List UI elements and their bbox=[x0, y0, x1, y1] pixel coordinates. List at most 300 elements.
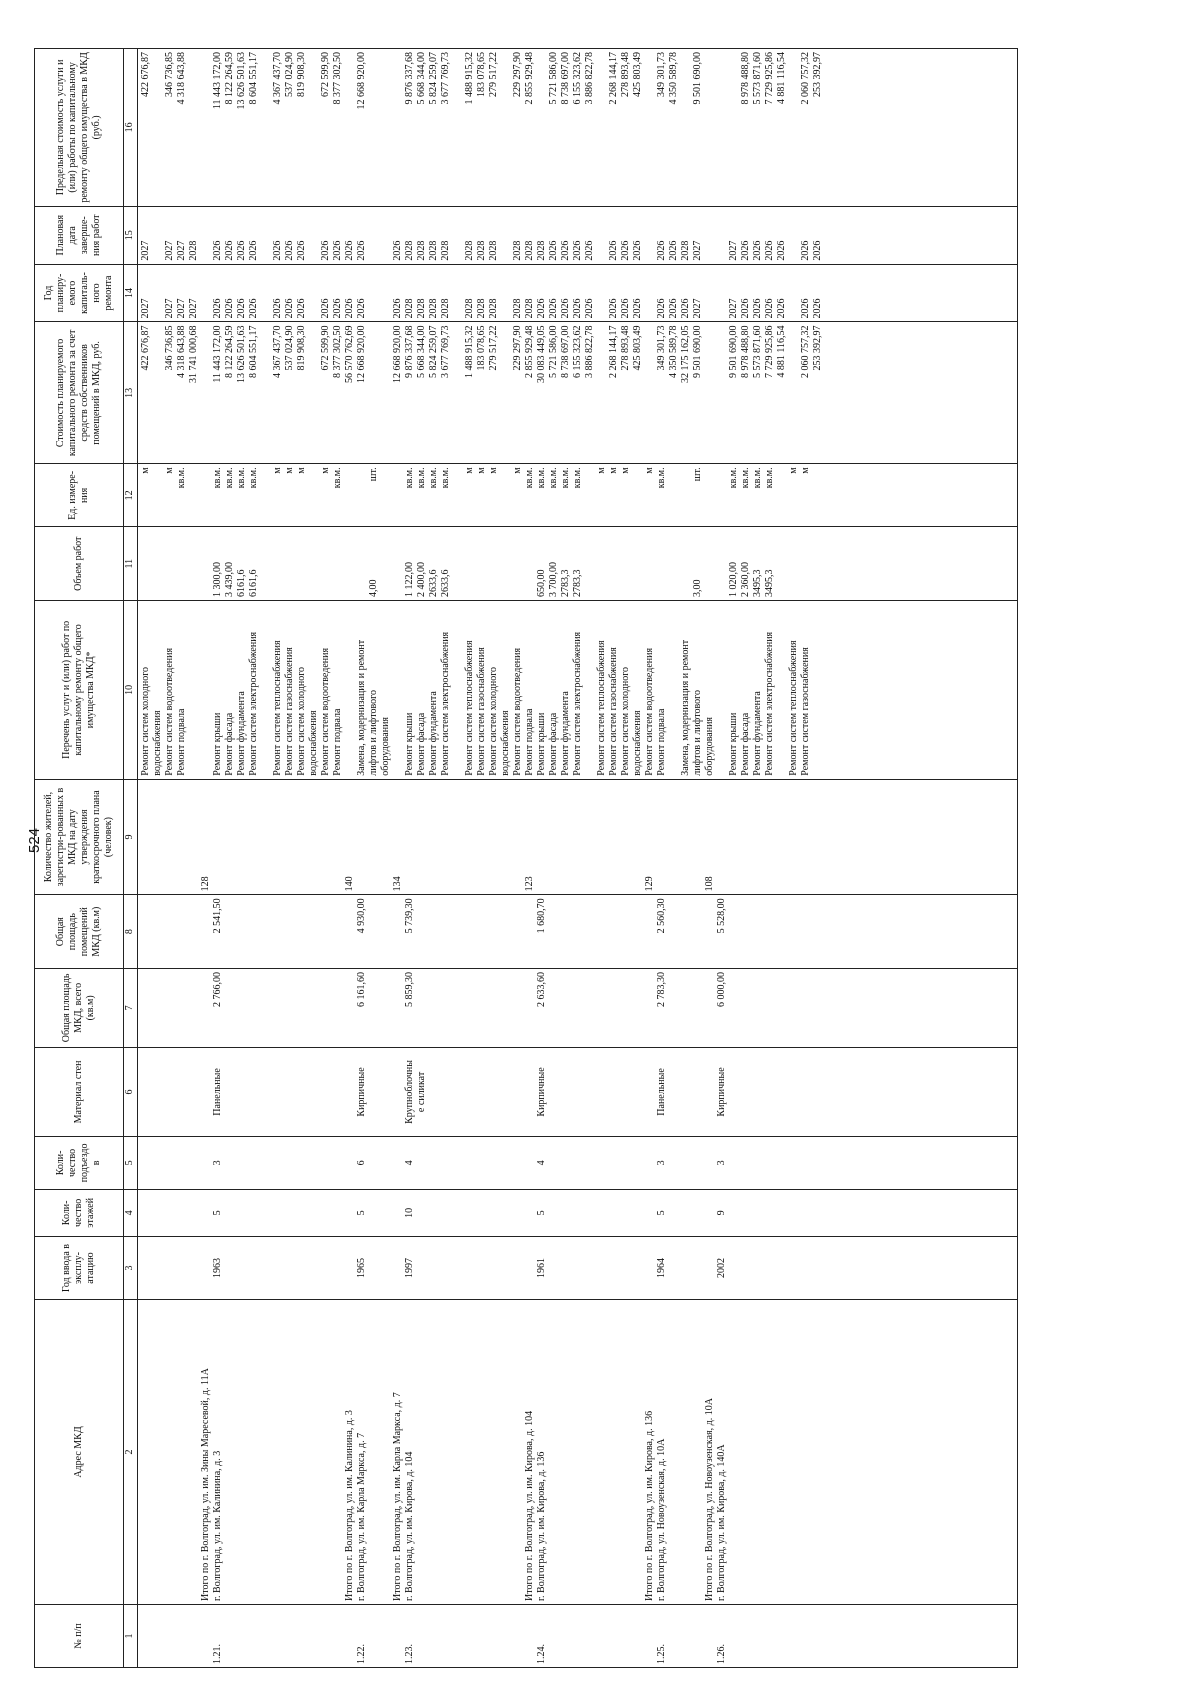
table-cell-line bbox=[260, 325, 272, 460]
table-cell-line bbox=[272, 972, 284, 1044]
repair-year-column bbox=[138, 264, 1018, 322]
table-cell-line bbox=[224, 783, 236, 892]
table-cell-line: м bbox=[788, 467, 799, 474]
table-cell-line bbox=[152, 268, 164, 319]
table-cell-line bbox=[272, 1608, 284, 1664]
table-cell-line bbox=[428, 1193, 440, 1233]
table-cell-line bbox=[332, 530, 344, 597]
table-cell-line bbox=[176, 1193, 188, 1233]
table-cell-line: 2028 bbox=[512, 298, 523, 319]
table-cell-line: м bbox=[596, 467, 607, 474]
table-cell-line bbox=[200, 210, 212, 261]
table-cell-line bbox=[764, 1193, 776, 1233]
table-cell-line: кв.м. bbox=[332, 467, 343, 489]
table-cell-line bbox=[500, 898, 512, 965]
table-cell-line bbox=[248, 1193, 260, 1233]
table-cell-line bbox=[236, 898, 248, 965]
table-cell-line: Ремонт фундамента bbox=[752, 691, 763, 776]
table-cell-line bbox=[452, 268, 464, 319]
table-cell-line: 819 908,30 bbox=[296, 325, 307, 371]
table-cell-line bbox=[788, 325, 800, 460]
table-cell-line bbox=[176, 1140, 188, 1186]
table-cell-line: 108 bbox=[704, 876, 715, 892]
table-cell-line: водоснабжения bbox=[632, 710, 643, 776]
table-cell-line: 2026 bbox=[344, 240, 355, 261]
table-cell-line bbox=[764, 1140, 776, 1186]
table-cell-line: Итого по г. Волгоград, ул. им. Карла Маркса, д. 7 bbox=[392, 1392, 403, 1601]
table-cell-line: 672 599,90 bbox=[320, 325, 331, 371]
table-cell-line: 2026 bbox=[764, 240, 775, 261]
table-cell-line: Ремонт крыши bbox=[728, 712, 739, 776]
table-cell-line bbox=[596, 783, 608, 892]
table-cell-line bbox=[164, 1140, 176, 1186]
table-cell-line bbox=[164, 1608, 176, 1664]
table-cell-line bbox=[764, 1608, 776, 1664]
table-cell-line bbox=[572, 1608, 584, 1664]
table-cell-line bbox=[752, 1051, 764, 1133]
table-cell-line: 8 978 488,80 bbox=[740, 325, 751, 378]
table-cell-line bbox=[284, 1140, 296, 1186]
table-cell-line: кв.м. bbox=[176, 467, 187, 489]
table-cell-line bbox=[380, 1193, 392, 1233]
table-cell-line bbox=[368, 1240, 380, 1296]
table-cell-line: 3 bbox=[656, 1160, 667, 1166]
table-cell-line bbox=[560, 1240, 572, 1296]
table-cell-line bbox=[692, 1608, 704, 1664]
table-cell-line: 2028 bbox=[428, 298, 439, 319]
table-cell-line bbox=[164, 972, 176, 1044]
table-cell-line bbox=[788, 268, 800, 319]
table-cell-line bbox=[368, 1140, 380, 1186]
table-cell-line bbox=[272, 530, 284, 597]
table-cell-line: 537 024,90 bbox=[284, 325, 295, 371]
table-cell-line bbox=[632, 898, 644, 965]
table-cell-line bbox=[164, 1193, 176, 1233]
table-cell-line bbox=[332, 972, 344, 1044]
table-cell-line: 6 000,00 bbox=[716, 971, 727, 1007]
table-cell-line: 3 700,00 bbox=[548, 562, 559, 597]
table-cell-line: кв.м. bbox=[536, 467, 547, 489]
table-cell-line bbox=[356, 783, 368, 892]
table-cell-line: 2026 bbox=[284, 298, 295, 319]
table-cell-line: 425 803,49 bbox=[632, 325, 643, 371]
table-cell-line bbox=[176, 783, 188, 892]
table-cell-line bbox=[236, 1240, 248, 1296]
table-cell-line bbox=[224, 1608, 236, 1664]
table-cell-line: 2028 bbox=[440, 298, 451, 319]
table-cell-line bbox=[200, 530, 212, 597]
table-cell-line bbox=[500, 467, 512, 523]
table-cell-line bbox=[476, 1303, 488, 1601]
table-cell-line bbox=[392, 1193, 404, 1233]
table-cell-line bbox=[644, 972, 656, 1044]
table-cell-line bbox=[308, 1051, 320, 1133]
header-repair-year: Год планиру-емого капиталь-ного ремонта bbox=[35, 264, 124, 322]
table-cell-line bbox=[500, 530, 512, 597]
table-cell-line: 2028 bbox=[428, 240, 439, 261]
table-cell-line bbox=[248, 1240, 260, 1296]
document-table-sheet bbox=[34, 48, 1044, 1668]
table-cell-line: 2026 bbox=[548, 298, 559, 319]
table-cell-line bbox=[608, 898, 620, 965]
table-cell-line bbox=[392, 604, 404, 776]
table-cell-line: м bbox=[296, 467, 307, 474]
table-cell-line bbox=[368, 52, 380, 203]
table-cell-line bbox=[680, 1193, 692, 1233]
header-wall-material: Материал стен bbox=[35, 1047, 124, 1136]
table-cell-line bbox=[416, 1608, 428, 1664]
table-cell-line bbox=[380, 1608, 392, 1664]
table-cell-line bbox=[584, 1140, 596, 1186]
table-cell-line: 31 741 000,68 bbox=[188, 325, 199, 383]
table-cell-line: лифтов и лифтового bbox=[692, 690, 703, 776]
table-cell-line bbox=[584, 604, 596, 776]
table-cell-line: 425 803,49 bbox=[632, 52, 643, 97]
table-cell-line: 3 886 822,78 bbox=[584, 325, 595, 378]
table-cell-line bbox=[380, 783, 392, 892]
table-cell-line: 3 886 822,78 bbox=[584, 52, 595, 105]
table-cell-line bbox=[152, 1140, 164, 1186]
table-cell-line bbox=[296, 1140, 308, 1186]
table-cell-line: 9 876 337,68 bbox=[404, 52, 415, 105]
table-cell-line bbox=[644, 898, 656, 965]
table-cell-line bbox=[152, 972, 164, 1044]
table-cell-line bbox=[320, 898, 332, 965]
table-cell-line bbox=[788, 1193, 800, 1233]
table-cell-line: 2028 bbox=[680, 240, 691, 261]
table-cell-line bbox=[308, 268, 320, 319]
table-cell-line: 2 400,00 bbox=[416, 562, 427, 597]
table-cell-line: 1.26. bbox=[716, 1644, 727, 1664]
table-cell-line bbox=[440, 972, 452, 1044]
table-cell-line: 2028 bbox=[416, 240, 427, 261]
table-cell-line bbox=[392, 972, 404, 1044]
table-cell-line bbox=[728, 783, 740, 892]
table-cell-line bbox=[320, 1608, 332, 1664]
col-number: 5 bbox=[124, 1137, 138, 1190]
table-cell-line: 6161,6 bbox=[248, 569, 259, 597]
table-cell-line: 2028 bbox=[488, 240, 499, 261]
table-cell-line: 2028 bbox=[488, 298, 499, 319]
table-cell-line: кв.м. bbox=[248, 467, 259, 489]
table-cell-line bbox=[776, 783, 788, 892]
table-cell-line bbox=[584, 972, 596, 1044]
table-cell-line: кв.м. bbox=[224, 467, 235, 489]
table-cell-line bbox=[692, 972, 704, 1044]
table-cell-line: 5 573 871,60 bbox=[752, 325, 763, 378]
table-cell-line bbox=[560, 783, 572, 892]
table-cell-line bbox=[188, 52, 200, 203]
table-cell-line: 5 528,00 bbox=[716, 898, 727, 934]
table-cell-line bbox=[152, 1240, 164, 1296]
table-cell-line: Ремонт систем холодного bbox=[296, 666, 307, 776]
table-cell-line: Ремонт систем электроснабжения bbox=[572, 631, 583, 776]
table-cell-line bbox=[692, 1193, 704, 1233]
table-cell-line bbox=[368, 1303, 380, 1601]
table-cell-line: 4 367 437,70 bbox=[272, 325, 283, 378]
table-cell-line: Панельные bbox=[212, 1068, 223, 1116]
table-cell-line bbox=[248, 972, 260, 1044]
table-cell-line bbox=[164, 1240, 176, 1296]
table-cell-line bbox=[584, 1608, 596, 1664]
table-cell-line bbox=[260, 467, 272, 523]
table-cell-line bbox=[308, 1193, 320, 1233]
table-cell-line bbox=[200, 467, 212, 523]
table-cell-line bbox=[200, 972, 212, 1044]
table-cell-line bbox=[704, 898, 716, 965]
table-cell-line bbox=[584, 1193, 596, 1233]
table-cell-line bbox=[704, 1240, 716, 1296]
table-cell-line bbox=[632, 1240, 644, 1296]
table-cell-line bbox=[512, 898, 524, 965]
table-cell-line bbox=[704, 210, 716, 261]
table-cell-line bbox=[752, 972, 764, 1044]
table-cell-line: 537 024,90 bbox=[284, 52, 295, 97]
table-cell-line bbox=[500, 972, 512, 1044]
table-cell-line: 12 668 920,00 bbox=[392, 325, 403, 383]
table-cell-line bbox=[728, 1140, 740, 1186]
table-cell-line bbox=[524, 1140, 536, 1186]
table-cell-line bbox=[272, 1140, 284, 1186]
table-cell-line: кв.м. bbox=[764, 467, 775, 489]
table-cell-line bbox=[464, 898, 476, 965]
table-cell-line: 2027 bbox=[176, 240, 187, 261]
table-cell-line bbox=[236, 1608, 248, 1664]
table-cell-line bbox=[380, 1140, 392, 1186]
table-cell-line bbox=[152, 530, 164, 597]
table-cell-line: шт. bbox=[368, 467, 379, 482]
table-cell-line: 2026 bbox=[608, 240, 619, 261]
table-cell-line: 3 677 769,73 bbox=[440, 325, 451, 378]
table-cell-line bbox=[584, 783, 596, 892]
table-cell-line: 2028 bbox=[464, 240, 475, 261]
table-cell-line bbox=[152, 1303, 164, 1601]
table-cell-line: м bbox=[644, 467, 655, 474]
table-cell-line: 11 443 172,00 bbox=[212, 52, 223, 110]
total-area-column bbox=[138, 968, 1018, 1047]
table-cell-line: 2026 bbox=[248, 298, 259, 319]
table-cell-line bbox=[596, 52, 608, 203]
table-cell-line: 2026 bbox=[332, 240, 343, 261]
table-cell-line: 183 078,65 bbox=[476, 52, 487, 97]
table-cell-line: 2026 bbox=[284, 240, 295, 261]
table-cell-line bbox=[476, 898, 488, 965]
table-cell-line bbox=[596, 210, 608, 261]
table-cell-line: 6 bbox=[356, 1160, 367, 1166]
table-cell-line: кв.м. bbox=[404, 467, 415, 489]
table-cell-line: 253 392,97 bbox=[812, 52, 823, 97]
table-cell-line bbox=[260, 1140, 272, 1186]
col-number: 8 bbox=[124, 895, 138, 969]
table-cell-line: 2783,3 bbox=[572, 569, 583, 597]
table-cell-line: 5 721 586,00 bbox=[548, 325, 559, 378]
table-cell-line bbox=[380, 268, 392, 319]
table-cell-line bbox=[140, 1193, 152, 1233]
table-cell-line bbox=[668, 604, 680, 776]
table-cell-line bbox=[596, 1140, 608, 1186]
table-cell-line bbox=[716, 210, 728, 261]
table-cell-line bbox=[248, 898, 260, 965]
table-cell-line: 56 570 762,69 bbox=[344, 325, 355, 383]
table-cell-line bbox=[740, 1193, 752, 1233]
table-cell-line: оборудования bbox=[704, 716, 715, 776]
table-cell-line bbox=[260, 1303, 272, 1601]
table-cell-line: 2028 bbox=[476, 298, 487, 319]
table-cell-line bbox=[788, 1608, 800, 1664]
table-cell-line bbox=[608, 1240, 620, 1296]
table-cell-line bbox=[272, 1051, 284, 1133]
table-cell-line bbox=[704, 972, 716, 1044]
table-cell-line bbox=[644, 1240, 656, 1296]
table-cell-line: 1 300,00 bbox=[212, 562, 223, 597]
table-cell-line: лифтов и лифтового bbox=[368, 690, 379, 776]
table-cell-line: г. Волгоград, ул. им. Калинина, д. 3 bbox=[212, 1450, 223, 1601]
table-cell-line: 2002 bbox=[716, 1258, 727, 1279]
table-cell-line bbox=[728, 898, 740, 965]
table-cell-line bbox=[344, 1608, 356, 1664]
table-cell-line: кв.м. bbox=[236, 467, 247, 489]
table-cell-line bbox=[464, 783, 476, 892]
table-cell-line bbox=[440, 898, 452, 965]
table-cell-line bbox=[452, 530, 464, 597]
table-cell-line: 2026 bbox=[656, 240, 667, 261]
table-cell-line: 2027 bbox=[176, 298, 187, 319]
table-cell-line bbox=[752, 783, 764, 892]
table-cell-line bbox=[284, 898, 296, 965]
table-cell-line bbox=[188, 783, 200, 892]
completion-date-column bbox=[138, 206, 1018, 264]
table-cell-line bbox=[500, 1608, 512, 1664]
table-cell-line bbox=[308, 325, 320, 460]
table-cell-line bbox=[224, 972, 236, 1044]
table-cell-line: Ремонт систем водоотведения bbox=[320, 647, 331, 776]
table-cell-line: 2 060 757,32 bbox=[800, 52, 811, 105]
table-cell-line bbox=[320, 1240, 332, 1296]
table-cell-line bbox=[344, 604, 356, 776]
table-cell-line: 3495,3 bbox=[752, 569, 763, 597]
table-cell-line bbox=[512, 1240, 524, 1296]
table-cell-line: 2026 bbox=[572, 298, 583, 319]
table-cell-line: Ремонт крыши bbox=[536, 712, 547, 776]
table-cell-line bbox=[668, 1051, 680, 1133]
header-residents: Количество жителей, зарегистри-рованных в МКД на дату утверждения краткосрочного плана (человек) bbox=[35, 779, 124, 895]
table-cell-line bbox=[668, 530, 680, 597]
table-cell-line bbox=[608, 530, 620, 597]
table-cell-line bbox=[620, 898, 632, 965]
table-cell-line bbox=[620, 783, 632, 892]
table-cell-line bbox=[740, 1303, 752, 1601]
table-cell-line bbox=[596, 325, 608, 460]
table-cell-line: 4 bbox=[536, 1160, 547, 1166]
table-cell-line bbox=[740, 783, 752, 892]
table-cell-line bbox=[500, 1193, 512, 1233]
table-cell-line: 5 824 259,07 bbox=[428, 52, 439, 105]
table-cell-line bbox=[572, 1193, 584, 1233]
table-cell-line: 279 517,22 bbox=[488, 325, 499, 371]
table-cell-line bbox=[392, 1140, 404, 1186]
table-cell-line bbox=[500, 1240, 512, 1296]
table-cell-line: 2028 bbox=[524, 240, 535, 261]
table-cell-line bbox=[140, 1051, 152, 1133]
table-cell-line bbox=[596, 1608, 608, 1664]
table-cell-line bbox=[308, 898, 320, 965]
table-cell-line bbox=[488, 1140, 500, 1186]
table-cell-line bbox=[320, 1051, 332, 1133]
table-cell-line bbox=[740, 1140, 752, 1186]
table-cell-line bbox=[596, 1193, 608, 1233]
table-cell-line bbox=[608, 972, 620, 1044]
table-cell-line bbox=[608, 1193, 620, 1233]
table-cell-line bbox=[152, 1051, 164, 1133]
table-cell-line bbox=[680, 1303, 692, 1601]
table-cell-line: м bbox=[164, 467, 175, 474]
table-cell-line bbox=[596, 268, 608, 319]
col-number: 3 bbox=[124, 1237, 138, 1300]
table-cell-line: 2026 bbox=[296, 298, 307, 319]
table-cell-line bbox=[776, 1240, 788, 1296]
table-cell-line bbox=[272, 1193, 284, 1233]
table-cell-line bbox=[188, 467, 200, 523]
table-cell-line: 3 bbox=[212, 1160, 223, 1166]
table-cell-line: Ремонт систем газоснабжения bbox=[476, 647, 487, 776]
table-cell-line bbox=[368, 210, 380, 261]
table-cell-line: 140 bbox=[344, 876, 355, 892]
table-cell-line: Ремонт систем холодного bbox=[620, 666, 631, 776]
table-cell-line bbox=[332, 1051, 344, 1133]
table-cell-line bbox=[200, 1051, 212, 1133]
table-cell-line bbox=[296, 1051, 308, 1133]
table-cell-line bbox=[632, 1193, 644, 1233]
table-cell-line bbox=[380, 52, 392, 203]
table-cell-line bbox=[224, 1240, 236, 1296]
table-cell-line bbox=[320, 1303, 332, 1601]
table-cell-line bbox=[440, 1303, 452, 1601]
table-cell-line bbox=[548, 783, 560, 892]
col-number: 10 bbox=[124, 601, 138, 780]
table-cell-line: г. Волгоград, ул. им. Кирова, д. 136 bbox=[536, 1451, 547, 1601]
header-works-list: Перечень услуг и (или) работ по капитальному ремонту общего имущества МКД* bbox=[35, 601, 124, 780]
table-cell-line: 9 501 690,00 bbox=[728, 325, 739, 378]
table-cell-line: 4 318 643,88 bbox=[176, 325, 187, 378]
table-cell-line: Кирпичные bbox=[356, 1067, 367, 1117]
table-cell-line: 278 893,48 bbox=[620, 325, 631, 371]
table-cell-line: Ремонт фасада bbox=[224, 712, 235, 776]
table-cell-line bbox=[776, 1051, 788, 1133]
table-cell-line bbox=[488, 1240, 500, 1296]
table-cell-line bbox=[296, 783, 308, 892]
table-cell-line: 129 bbox=[644, 876, 655, 892]
table-cell-line bbox=[668, 1608, 680, 1664]
table-cell-line: 5 668 344,00 bbox=[416, 52, 427, 105]
table-cell-line bbox=[152, 783, 164, 892]
table-cell-line bbox=[704, 467, 716, 523]
table-cell-line: Ремонт систем теплоснабжения bbox=[464, 640, 475, 776]
table-cell-line bbox=[284, 530, 296, 597]
table-cell-line bbox=[308, 972, 320, 1044]
table-cell-line bbox=[572, 972, 584, 1044]
table-cell-line bbox=[368, 972, 380, 1044]
table-cell-line bbox=[380, 898, 392, 965]
table-cell-line bbox=[392, 898, 404, 965]
table-cell-line: 10 bbox=[404, 1207, 415, 1218]
table-cell-line bbox=[392, 530, 404, 597]
table-cell-line bbox=[572, 1140, 584, 1186]
table-cell-line bbox=[380, 1240, 392, 1296]
table-cell-line bbox=[416, 783, 428, 892]
table-cell-line: 2028 bbox=[404, 240, 415, 261]
table-cell-line: г. Волгоград, ул. им. Кирова, д. 104 bbox=[404, 1451, 415, 1601]
table-cell-line bbox=[620, 1193, 632, 1233]
